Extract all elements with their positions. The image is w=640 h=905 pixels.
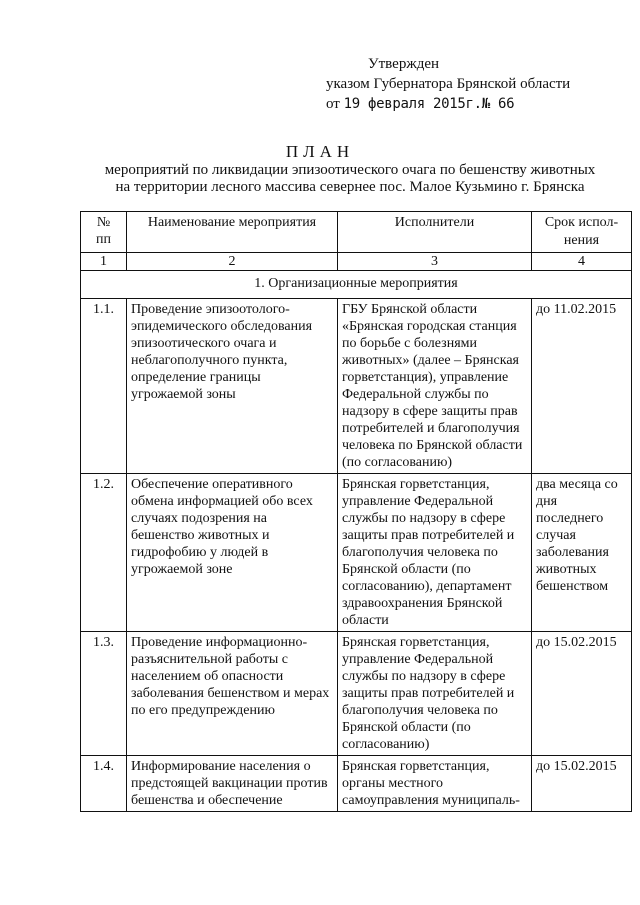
subtitle-line1: мероприятий по ликвидации эпизоотического очага по бешенству животных (104, 162, 596, 178)
table-header-row (81, 212, 632, 253)
table-row (81, 299, 632, 474)
row-num: 1.2. (81, 474, 127, 632)
row-name: Проведение информационно-разъяснительной работы с населением об опасности заболевания бешенством и мерах по его предупреждению (127, 632, 338, 756)
header-term (532, 212, 632, 253)
approval-line1: Утвержден (368, 56, 440, 72)
section-row (81, 271, 632, 299)
row-executors: Брянская горветстанция, управление Федеральной службы по надзору в сфере защиты прав потребителей и благополучия человека по Брянской области (по согласованию), департамент здравоохранения Брянской области (338, 474, 532, 632)
header-num (81, 212, 127, 253)
section-title: 1. Организационные мероприятия (81, 271, 632, 299)
row-name: Обеспечение оперативного обмена информацией обо всех случаях подозрения на бешенство животных и гидрофобию у людей в угрожаемой зоне (127, 474, 338, 632)
header-term-line2: нения (563, 233, 600, 248)
column-number: 4 (532, 253, 632, 271)
approval-date-prefix: от (326, 96, 340, 112)
table-row (81, 474, 632, 632)
row-term: два месяца со дня последнего случая заболевания животных бешенством (532, 474, 632, 632)
row-num: 1.4. (81, 756, 127, 812)
column-number-row (81, 253, 632, 271)
document-title: ПЛАН (285, 142, 355, 161)
plan-table (80, 211, 632, 812)
header-num-line1: № (96, 215, 111, 230)
approval-date-handwritten: 19 февраля 2015г.№ 66 (343, 96, 515, 112)
column-number: 3 (338, 253, 532, 271)
row-term: до 15.02.2015 (532, 756, 632, 812)
approval-line2: указом Губернатора Брянской области (326, 76, 571, 92)
table-row (81, 756, 632, 812)
header-name: Наименование мероприятия (127, 212, 338, 253)
row-num: 1.3. (81, 632, 127, 756)
header-executors: Исполнители (338, 212, 532, 253)
column-number: 1 (81, 253, 127, 271)
row-name: Проведение эпизоотолого-эпидемического обследования эпизоотического очага и неблагополучного пункта, определение границы угрожаемой зоны (127, 299, 338, 474)
row-executors: Брянская горветстанция, органы местного самоуправления муниципаль- (338, 756, 532, 812)
row-num: 1.1. (81, 299, 127, 474)
document-subtitle (90, 162, 610, 196)
table-row (81, 632, 632, 756)
subtitle-line2: на территории лесного массива севернее пос. Малое Кузьмино г. Брянска (115, 179, 585, 195)
row-executors: Брянская горветстанция, управление Федеральной службы по надзору в сфере защиты прав потребителей и благополучия человека по Брянской области (по согласованию) (338, 632, 532, 756)
column-number: 2 (127, 253, 338, 271)
approval-date-line (326, 94, 570, 114)
row-term: до 11.02.2015 (532, 299, 632, 474)
row-name: Информирование населения о предстоящей вакцинации против бешенства и обеспечение (127, 756, 338, 812)
row-executors: ГБУ Брянской области «Брянская городская станция по борьбе с болезнями животных» (далее – Брянская горветстанция), управление Федеральной службы по надзору в сфере защиты прав потребителей и благополучия человека по Брянской области (по согласованию) (338, 299, 532, 474)
row-term: до 15.02.2015 (532, 632, 632, 756)
header-term-line1: Срок испол- (544, 215, 619, 230)
header-num-line2: пп (96, 232, 111, 247)
approval-block (326, 54, 570, 114)
